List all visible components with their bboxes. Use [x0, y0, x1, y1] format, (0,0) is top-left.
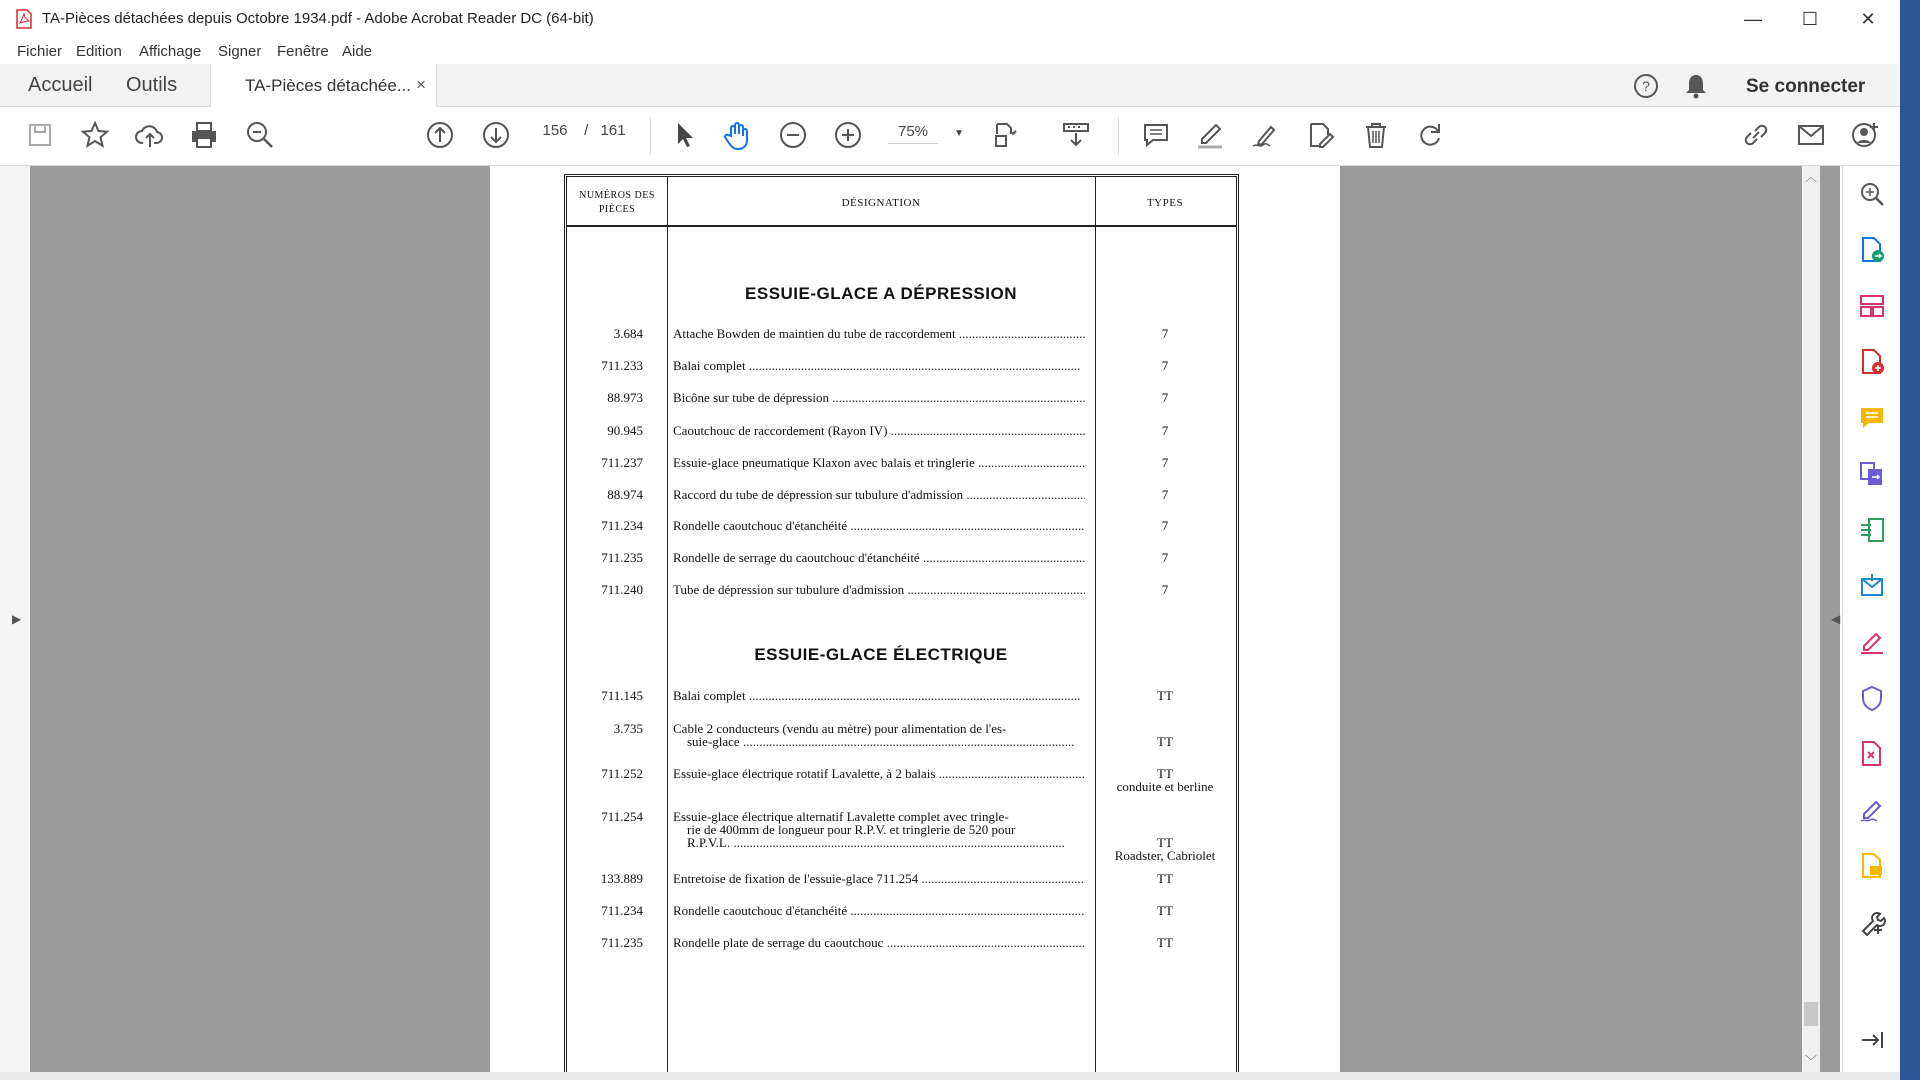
email-icon[interactable] [1795, 119, 1827, 151]
part-designation: Essuie-glace électrique rotatif Lavalette, à 2 balais ..... [673, 766, 1085, 782]
highlight-pen-icon[interactable] [1194, 119, 1226, 151]
parts-table [564, 174, 1239, 1072]
expand-panel-icon[interactable] [1858, 1026, 1886, 1054]
part-type: TT [1157, 935, 1173, 950]
more-tools-icon[interactable] [1858, 908, 1886, 936]
part-designation: Caoutchouc de raccordement (Rayon IV) ..... [673, 423, 1085, 439]
part-designation-cont: rie de 400mm de longueur pour R.P.V. et tringlerie de 520 pour [687, 822, 1016, 837]
pdf-page [490, 166, 1340, 1072]
page-navigator [530, 122, 626, 139]
part-type: 7 [1161, 423, 1169, 438]
comment-icon[interactable] [1140, 119, 1172, 151]
scroll-up-icon[interactable]: ︿ [1805, 170, 1818, 184]
part-number: 88.974 [607, 487, 643, 502]
part-type: TT [1157, 871, 1173, 886]
menu-fichier[interactable]: Fichier [17, 43, 63, 60]
part-number: 711.234 [601, 518, 643, 533]
toolbar-divider [650, 117, 651, 155]
create-pdf-icon[interactable] [1858, 348, 1886, 376]
part-number: 711.254 [601, 809, 643, 824]
part-designation: Essuie-glace pneumatique Klaxon avec balais et tringlerie ..... [673, 455, 1085, 471]
header-numbers: NUMÉROS DES PIÈCES [579, 190, 655, 215]
chevron-down-icon: ▼ [954, 128, 965, 139]
previous-page-icon[interactable] [424, 119, 456, 151]
part-type: 7 [1161, 358, 1169, 373]
part-number: 88.973 [607, 390, 643, 405]
draw-pen-icon[interactable] [1249, 119, 1281, 151]
tab-document[interactable] [210, 64, 437, 107]
part-number: 90.945 [607, 423, 643, 438]
part-number: 711.234 [601, 903, 643, 918]
share-review-icon[interactable] [1858, 852, 1886, 880]
menu-affichage[interactable]: Affichage [139, 43, 202, 60]
select-cursor-icon[interactable] [668, 119, 700, 151]
toolbar-divider [1118, 117, 1119, 155]
part-type: 7 [1161, 550, 1169, 565]
next-page-icon[interactable] [480, 119, 512, 151]
organize-pages-icon[interactable] [1858, 292, 1886, 320]
part-number: 3.735 [613, 721, 643, 736]
part-designation: Attache Bowden de maintien du tube de raccordement ..... [673, 326, 1085, 342]
part-designation: Tube de dépression sur tubulure d'admission ..... [673, 582, 1085, 598]
desktop-edge [1900, 0, 1920, 1080]
tab-home[interactable]: Accueil [28, 74, 93, 96]
menu-edition[interactable]: Edition [76, 43, 122, 60]
part-type: 7 [1161, 518, 1169, 533]
part-type: TT [1157, 766, 1173, 781]
svg-text:?: ? [1642, 78, 1650, 94]
part-number: 3.684 [613, 326, 643, 341]
edit-pdf-icon[interactable] [1858, 516, 1886, 544]
zoom-in-icon[interactable] [832, 119, 864, 151]
part-designation: Raccord du tube de dépression sur tubulure d'admission ..... [673, 487, 1085, 503]
compress-pdf-icon[interactable] [1858, 740, 1886, 768]
combine-files-icon[interactable] [1858, 460, 1886, 488]
part-number: 711.240 [601, 582, 643, 597]
zoom-out-icon[interactable] [777, 119, 809, 151]
part-type: 7 [1161, 487, 1169, 502]
hand-tool-icon[interactable] [722, 119, 754, 151]
bookmark-star-icon[interactable] [79, 119, 111, 151]
export-pdf-icon[interactable] [1858, 236, 1886, 264]
minimize-button[interactable]: — [1744, 9, 1762, 29]
menu-fenetre[interactable]: Fenêtre [277, 43, 329, 60]
tab-close-button[interactable]: × [416, 75, 426, 94]
section-title: ESSUIE-GLACE ÉLECTRIQUE [754, 645, 1008, 664]
zoom-select[interactable] [888, 123, 964, 144]
notifications-bell-icon[interactable] [1683, 72, 1709, 100]
part-number: 711.233 [601, 358, 643, 373]
part-type: 7 [1161, 455, 1169, 470]
main-toolbar [0, 107, 1900, 166]
page-total: 161 [600, 122, 626, 139]
part-designation: Essuie-glace électrique alternatif Lavalette complet avec tringle- [673, 809, 1009, 824]
share-link-icon[interactable] [1740, 119, 1772, 151]
zoom-search-icon[interactable] [1858, 180, 1886, 208]
search-zoom-icon[interactable] [244, 119, 276, 151]
tab-tools[interactable]: Outils [126, 74, 178, 96]
part-designation: Entretoise de fixation de l'essuie-glace 711.254 ..... [673, 871, 1085, 887]
part-designation: Cable 2 conducteurs (vendu au mètre) pour alimentation de l'es- [673, 721, 1007, 736]
close-window-button[interactable]: ✕ [1860, 9, 1876, 29]
part-type: 7 [1161, 582, 1169, 597]
menu-bar [0, 38, 1900, 64]
tabs-bar [0, 64, 1900, 107]
pdf-file-icon [16, 9, 32, 29]
part-type: TT [1157, 688, 1173, 703]
rotate-icon[interactable] [1414, 119, 1446, 151]
add-user-icon[interactable] [1850, 119, 1882, 151]
section-title: ESSUIE-GLACE A DÉPRESSION [745, 284, 1017, 303]
part-designation: Balai complet ..... [673, 688, 1085, 704]
part-type: TT [1157, 835, 1173, 850]
edit-text-icon[interactable] [1304, 119, 1336, 151]
comment-tool-icon[interactable] [1858, 404, 1886, 432]
page-fit-icon[interactable] [988, 119, 1020, 151]
sign-in-button[interactable]: Se connecter [1746, 76, 1866, 97]
part-designation-cont: suie-glace ..... [687, 734, 1085, 750]
help-icon[interactable] [1632, 72, 1660, 100]
part-number: 711.252 [601, 766, 643, 781]
scroll-down-icon[interactable]: ﹀ [1805, 1054, 1818, 1068]
part-number: 133.889 [600, 871, 643, 886]
header-designation: DÉSIGNATION [841, 197, 921, 209]
expand-left-panel-icon[interactable]: ▶ [12, 612, 22, 626]
page-separator: / [584, 122, 589, 139]
menu-aide[interactable]: Aide [342, 43, 373, 60]
header-rule [567, 225, 1236, 227]
part-designation: Rondelle caoutchouc d'étanchéité ..... [673, 518, 1085, 534]
part-designation: Balai complet ..... [673, 358, 1085, 374]
part-number: 711.237 [601, 455, 643, 470]
menu-signer[interactable]: Signer [218, 43, 262, 60]
send-for-review-icon[interactable] [1858, 572, 1886, 600]
header-types: TYPES [1146, 197, 1184, 209]
protect-shield-icon[interactable] [1858, 684, 1886, 712]
tab-document-label: TA-Pièces détachée... [245, 76, 411, 95]
part-number: 711.235 [601, 935, 643, 950]
request-signatures-icon[interactable] [1858, 796, 1886, 824]
left-panel-collapsed [0, 166, 31, 1072]
scrolling-mode-icon[interactable] [1060, 119, 1092, 151]
part-designation: Rondelle de serrage du caoutchouc d'étanchéité ..... [673, 550, 1085, 566]
part-type: TT [1157, 903, 1173, 918]
part-type: 7 [1161, 326, 1169, 341]
print-icon[interactable] [188, 119, 220, 151]
bottom-edge [0, 1072, 1900, 1080]
vertical-scrollbar[interactable] [1802, 166, 1820, 1072]
delete-trash-icon[interactable] [1360, 119, 1392, 151]
save-icon[interactable] [24, 119, 56, 151]
part-type-note: conduite et berline [1116, 779, 1214, 794]
collapse-right-panel-icon[interactable]: ◀ [1831, 612, 1841, 626]
part-number: 711.235 [601, 550, 643, 565]
maximize-button[interactable]: ☐ [1801, 9, 1819, 29]
part-number: 711.145 [601, 688, 643, 703]
zoom-value: 75% [888, 123, 938, 144]
right-tools-panel [1831, 166, 1901, 1072]
title-bar [0, 0, 1900, 39]
page-number-input[interactable]: 156 [542, 122, 568, 139]
part-type: TT [1157, 734, 1173, 749]
part-designation: Rondelle plate de serrage du caoutchouc ..... [673, 935, 1085, 951]
part-type: 7 [1161, 390, 1169, 405]
window-title: TA-Pièces détachées depuis Octobre 1934.pdf - Adobe Acrobat Reader DC (64-bit) [42, 10, 594, 27]
scrollbar-thumb[interactable] [1804, 1002, 1818, 1026]
part-designation: Rondelle caoutchouc d'étanchéité ..... [673, 903, 1085, 919]
part-designation-cont: R.P.V.L. ..... [687, 835, 1085, 851]
fill-sign-icon[interactable] [1858, 628, 1886, 656]
part-designation: Bicône sur tube de dépression ..... [673, 390, 1085, 406]
upload-cloud-icon[interactable] [134, 119, 166, 151]
part-type-note: Roadster, Cabriolet [1114, 848, 1216, 863]
